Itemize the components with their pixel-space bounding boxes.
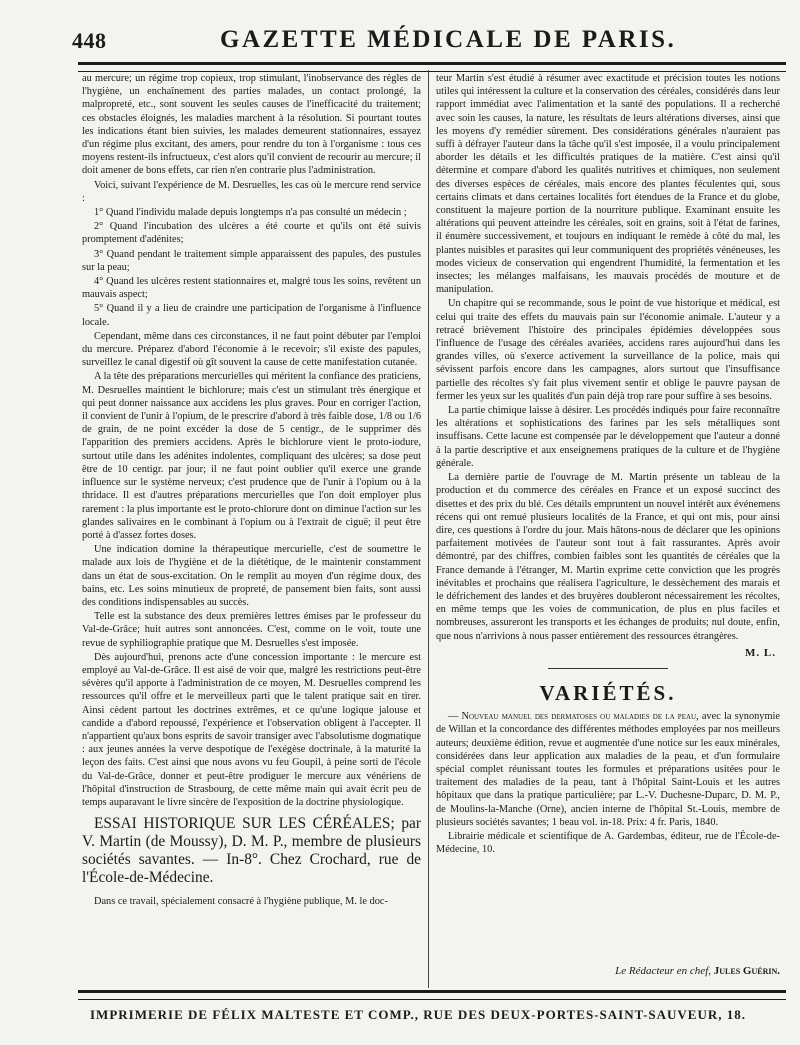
left-paragraph-7: Dès aujourd'hui, prenons acte d'une concession importante : le mercure est employé au Val-de-Grâce. Il est aisé de voir que, malgré les restrictions peut-être sévères qu'il apporte à l'administration de ce moyen, M. Desruelles comprend les ressources qu'il offre et le merveilleux parti que le talent pratique sait en tirer. Ainsi cèdent partout les doctrines extrêmes, et ce qu'une logique jalouse et candide a d'abord repoussé, l'expérience et l'observation obligent à l'accepter. Il n'appartient qu'aux bons esprits de savoir transiger avec l'absolutisme dogmatique : aux jeunes années la verve despotique de l'exégèse doctrinale, à la maturité la leçon des faits. C'est ainsi que nous avons vu feu Goupil, à peine sorti de l'école du Val-de-Grâce, donner et peut-être prodiguer le mercure aux vénériens de l'hôpital d'instruction de Strasbourg, de cette même main qui avait écrit peu de temps auparavant le livre sincère de l'exposition de la doctrine physiologique.: [82, 651, 421, 808]
editor-signature: [560, 965, 780, 977]
varietes-entry-lead: — Nouveau manuel des dermatoses ou maladies de la peau: [448, 711, 697, 723]
header-rule: [78, 62, 786, 72]
printer-imprint: IMPRIMERIE DE FÉLIX MALTESTE ET COMP., RUE DES DEUX-PORTES-SAINT-SAUVEUR, 18.: [90, 1007, 746, 1022]
page-number: 448: [72, 28, 107, 53]
indication-item-1: 1° Quand l'individu malade depuis longtemps n'a pas consulté un médecin ;: [94, 207, 407, 219]
indication-item-5: 5° Quand il y a lieu de craindre une participation de l'organisme à l'influence locale.: [82, 303, 421, 328]
right-paragraph-4: La dernière partie de l'ouvrage de M. Martin présente un tableau de la production et du commerce des céréales en France et un exposé succinct des disettes et des prix du blé. Ces détails empruntent un nouvel intérêt aux événemens récens qui ont remué plusieurs localités de la France, et qui ont mis, pour ainsi dire, ces questions à l'ordre du jour. Mais hâtons-nous de déclarer que les opinions parfaitement motivées de l'auteur sont tout à fait rassurantes. Après avoir démontré, par des chiffres, combien faibles sont les quantités de céréales que la France demande à l'étranger, M. Martin exprime cette conviction que les progrès inévitables et prochains que réalisera l'agriculture, le dessèchement des marais et le défrichement des landes et des bruyères doubleront nécessairement les récoltes, en même temps que les voies de communication, de plus en plus faciles et nombreuses, assureront les transports et les échanges de produits; nul doute, enfin, que nous n'arrivions à nous passer entièrement des ressources étrangères.: [436, 472, 780, 642]
indication-item-2: 2° Quand l'incubation des ulcères a été courte et qu'ils ont été suivis promptement d'adénites;: [82, 221, 421, 246]
essay-citation: ; par V. Martin (de Moussy), D. M. P., membre de plusieurs sociétés savantes. — In-8°. Chez Crochard, rue de l'École-de-Médecine.: [82, 815, 421, 887]
left-paragraph-3: Cependant, même dans ces circonstances, il ne faut point débuter par l'emploi du mercure. Préparez d'abord l'économie à le recevoir; s'il existe des papules, surveillez le canal digestif où gît souvent la cause de cette manifestation cutanée.: [82, 330, 421, 369]
varietes-entry: [436, 710, 780, 829]
left-paragraph-4: A la tête des préparations mercurielles qui méritent la confiance des praticiens, M. Desruelles maintient le bichlorure; mais c'est un stimulant très énergique et qui peut donner naissance aux accidens les plus graves. Pour en corriger l'action, il convient de l'unir à l'opium, de le prescrire d'abord à très faible dose, 1/8 ou 1/6 de grain, de ne point excéder la dose de 5 centigr., de le supprimer dès l'apparition des premiers accidens. Après le bichlorure vient le proto-iodure, surtout utile dans les adénites indolentes, compliquant des ulcères; sa dose peut être de 10 centigr. par jour; il ne faut point oublier qu'il exerce une grande influence sur le système nerveux; c'est prudence que de l'unir à l'opium ou à la thridace. Il est d'autres préparations mercurielles que l'on doit employer plus rarement : la plus importante est le proto-chlorure dont on diminue l'action sur les glandes salivaires en le combinant à l'opium ou à l'extrait de ciguë; il peut être porté à d'assez fortes doses.: [82, 371, 421, 541]
journal-title: GAZETTE MÉDICALE DE PARIS.: [220, 26, 677, 53]
varietes-publisher: Librairie médicale et scientifique de A. Gardembas, éditeur, rue de l'École-de-Médecine, 10.: [436, 830, 780, 856]
page-header: [72, 26, 782, 60]
left-paragraph-5: Une indication domine la thérapeutique mercurielle, c'est de soumettre le malade aux lois de l'hygiène et de la diététique, de le maintenir constamment dans un état de sous-excitation. On le remplit au moyen d'un régime doux, des bains, etc. Les soins minutieux de propreté, de pansement bien faits, sont aussi des conditions indispensables au succès.: [82, 544, 421, 608]
left-closing-line: Dans ce travail, spécialement consacré à l'hygiène publique, M. le doc-: [94, 896, 388, 908]
indication-item-4: 4° Quand les ulcères restent stationnaires et, malgré tous les soins, revêtent un mauvais aspect;: [82, 276, 421, 301]
left-paragraph-1: au mercure; un régime trop copieux, trop stimulant, l'inobservance des règles de l'hygiène, un enchaînement des parties malades, un contact prolongé, la malpropreté, etc., sont souvent les seules causes de l'inefficacité du traitement; ces obstacles éloignés, les maladies marchent à la résolution. Si pourtant toutes les indications étant bien suivies, les malades demeurent stationnaires, essayez d'un régime plus excitant, des amers, pour rendre du ton à l'organisme : tous ces moyens restent-ils infructueux, c'est alors qu'il convient de recourir au mercure; il doit amener de bons effets, car rien n'en contrarie plus l'administration.: [82, 73, 421, 177]
column-divider: [428, 70, 429, 988]
editor-name: Jules Guérin.: [713, 965, 780, 977]
right-paragraph-2: Un chapitre qui se recommande, sous le point de vue historique et médical, est celui qui traite des effets du mauvais pain sur l'économie animale. L'auteur y a retracé brièvement l'histoire des principales épidémies développées sous l'influence de l'usage des céréales avariées, accidens rares aujourd'hui dans les grandes villes, où s'exerce activement la surveillance de la police, mais qui sévissent parfois encore dans les campagnes, alors surtout que l'insuffisance partielle des récoltes s'y fait plus vivement sentir et oblige le pauvre paysan de fermer les yeux sur les qualités d'un pain déjà trop rare pour suffire à ses besoins.: [436, 298, 780, 402]
essay-title: ESSAI HISTORIQUE SUR LES CÉRÉALES: [94, 815, 391, 833]
footer-rule: [78, 990, 786, 1000]
left-paragraph-2: Voici, suivant l'expérience de M. Desruelles, les cas où le mercure rend service :: [82, 179, 421, 204]
right-paragraph-1: teur Martin s'est étudié à résumer avec exactitude et précision toutes les notions utiles qui intéressent la culture et la conservation des céréales, considérés dans leur rapport immédiat avec l'alimentation et la santé des populations. Il a recherché avec soin les causes, la nature, les résultats de leurs altérations diverses, ainsi que les moyens d'y remédier sûrement. Des considérations générales n'auraient pas suffi à défrayer l'auteur dans la tâche qu'il s'est imposée, il a voulu principalement aborder les détails et les difficultés pratiques de la matière. C'est ainsi qu'il détermine et compare d'abord les qualités nutritives et chimiques, non seulement des diverses espèces de céréales, mais encore des plantes féculentes qui, sous certains climats et dans certaines localités fort étendues de la France et du globe, constituent la majeure portion de la nourriture publique. Examinant ensuite les altérations qui peuvent atteindre les céréales, soit en grains, soit à l'état de farines, il énumère successivement, et toujours en indiquant le remède à côté du mal, les plantes nuisibles et parasites qui leur communiquent des propriétés vénéneuses, les modes vicieux de conservation qui engendrent l'humidité, la fermentation et les insectes; les mélanges malfaisans, les mauvais procédés de mouture et de manipulation.: [436, 73, 780, 296]
left-column: [82, 72, 421, 909]
varietes-entry-body: , avec la synonymie de Willan et la concordance des différentes méthodes employées par nos meilleurs auteurs; deuxième édition, revue et augmentée d'une notice sur les eaux minérales, considérées dans leur application aux maladies de la peau, et d'un formulaire spécial complet réunissant toutes les formules et préparations usitées pour le traitement des maladies de la peau, tant à l'hôpital Saint-Louis et les autres hôpitaux que dans la pratique particulière; par L.-V. Duchesne-Duparc, D. M. P., de Moulins-la-Manche (Orne), ancien interne de l'hôpital St.-Louis, membre de plusieurs sociétés savantes; 1 beau vol. in-18. Prix: 4 fr. Paris, 1840.: [436, 711, 780, 828]
essay-review-heading: [82, 815, 421, 887]
review-signature: M. L.: [745, 646, 776, 659]
editor-label: Le Rédacteur en chef,: [615, 965, 711, 977]
varietes-heading: VARIÉTÉS.: [539, 680, 677, 705]
left-paragraph-6: Telle est la substance des deux premières lettres émises par le professeur du Val-de-Grâce; huit autres sont annoncées. C'est, comme on le voit, toute une revue de syphiliographie pratique que M. Desruelles s'est imposée.: [82, 611, 421, 649]
section-separator: [548, 668, 668, 669]
indication-item-3: 3° Quand pendant le traitement simple apparaissent des papules, des pustules sur la peau;: [82, 248, 421, 273]
right-paragraph-3: La partie chimique laisse à désirer. Les procédés indiqués pour faire reconnaître les altérations et sophistications des farines par les sels métalliques sont insuffisans. Cette lacune est compensée par le développement que l'auteur a donné à la partie descriptive et aux enseignemens pratiques de la culture et de l'hygiène générale.: [436, 405, 780, 469]
right-column: [436, 72, 780, 857]
